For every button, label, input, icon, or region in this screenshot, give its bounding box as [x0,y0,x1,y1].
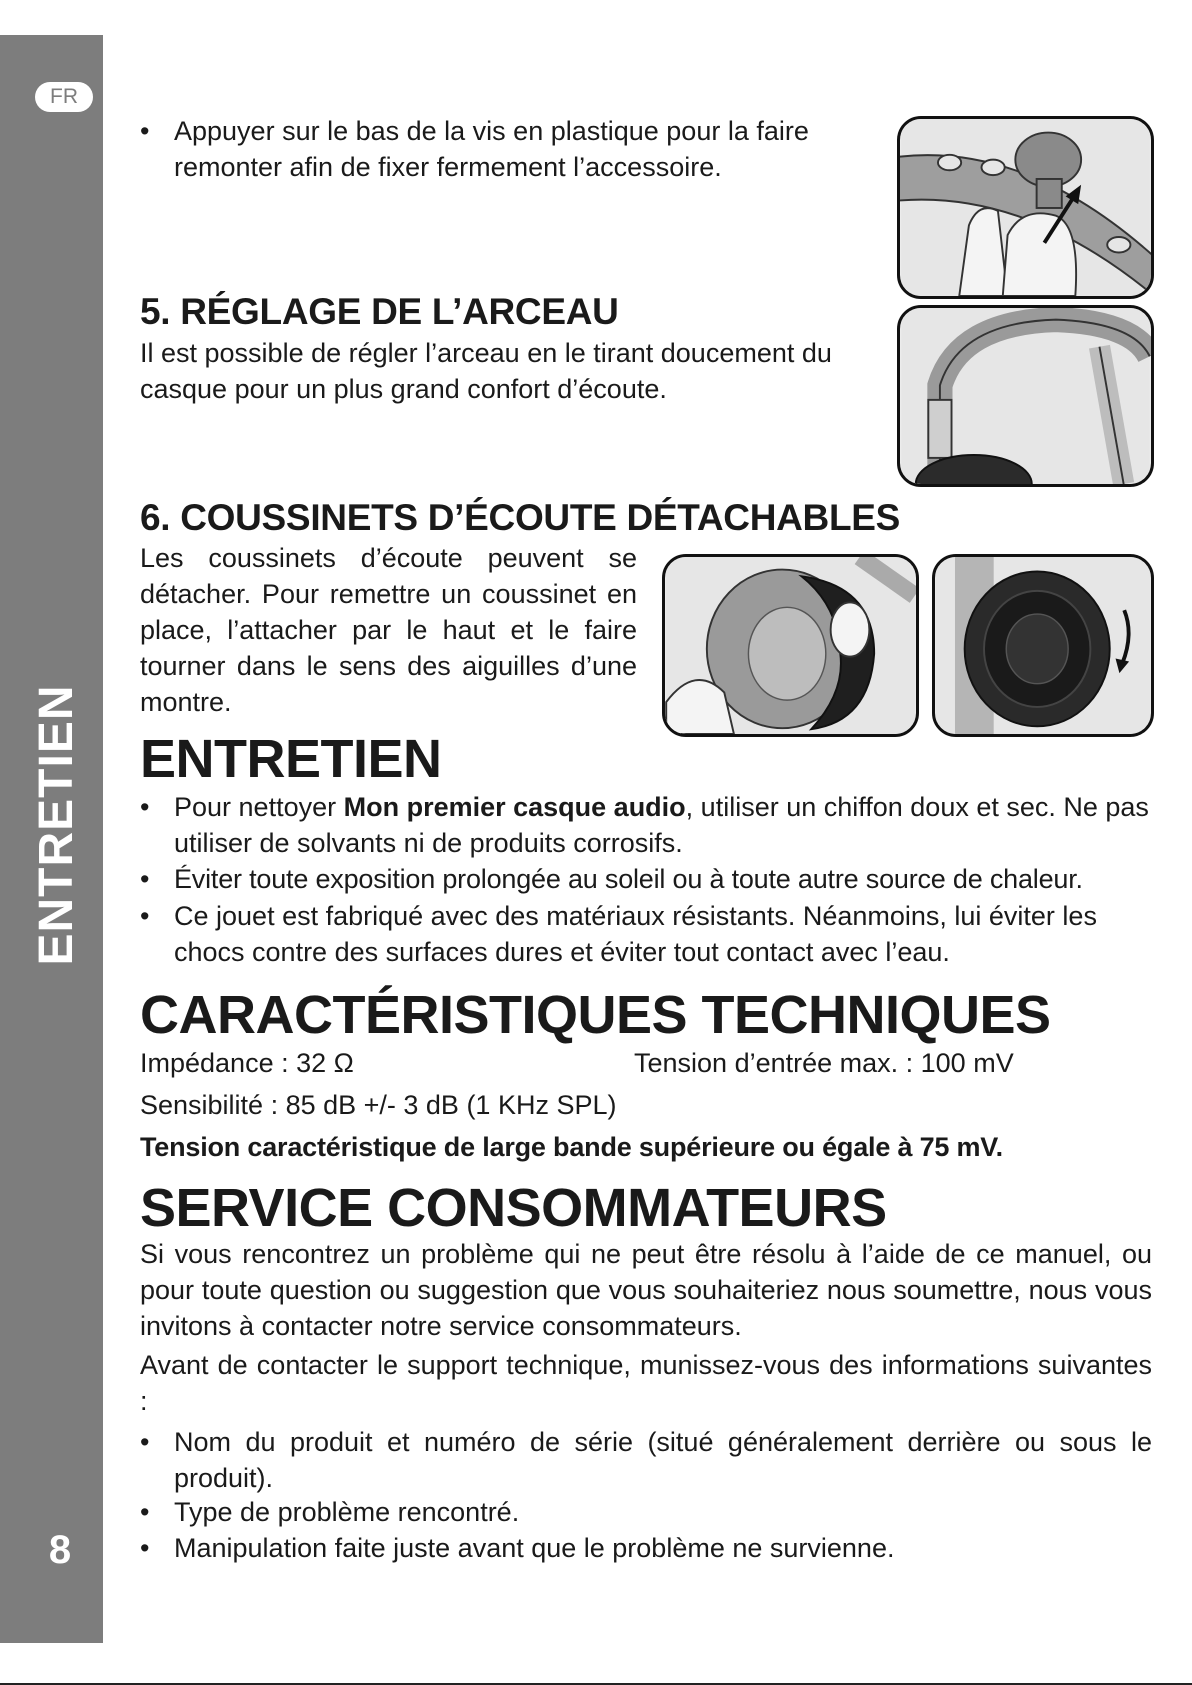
service-bullet-1-text: Nom du produit et numéro de série (situé généralement derrière ou sous le produit). [174,1427,1152,1493]
entretien-bullet-2 [140,861,1152,897]
bullet-dot: • [140,901,150,931]
section6-title: 6. COUSSINETS D’ÉCOUTE DÉTACHABLES [140,497,901,538]
bullet-dot: • [140,864,150,894]
side-tab-title: ENTRETIEN [30,684,83,966]
service-bullet-2 [140,1494,1152,1530]
page-number: 8 [48,1528,72,1572]
spec-broadband: Tension caractéristique de large bande supérieure ou égale à 75 mV. [140,1132,1003,1162]
ear-cushion-rotate-illustration [932,554,1154,737]
service-bullet-3-text: Manipulation faite juste avant que le problème ne survienne. [174,1533,895,1563]
screw-tightening-illustration [897,116,1154,299]
section5-title: 5. RÉGLAGE DE L’ARCEAU [140,291,619,332]
specs-title: CARACTÉRISTIQUES TECHNIQUES [140,985,1051,1045]
spec-sensitivity: Sensibilité : 85 dB +/- 3 dB (1 KHz SPL) [140,1090,617,1120]
service-bullet-3 [140,1530,1152,1566]
bullet-dot: • [140,1533,150,1563]
headband-adjustment-illustration [897,305,1154,487]
headband-illustration-drawing [900,308,1151,484]
entretien-bullet-2-text: Éviter toute exposition prolongée au soleil ou à toute autre source de chaleur. [174,864,1083,894]
bullet-dot: • [140,116,150,146]
entretien-bullet-1 [140,789,1152,861]
entretien-bullet-1-pre: Pour nettoyer [174,792,344,822]
spec-max-voltage: Tension d’entrée max. : 100 mV [634,1048,1014,1078]
service-bullet-1 [140,1424,1152,1496]
entretien-bullet-1-text [174,789,1154,861]
language-badge: FR [35,82,93,112]
screw-illustration-drawing [900,119,1151,296]
service-title: SERVICE CONSOMMATEURS [140,1178,887,1238]
entretien-bullet-1-post: , utiliser un chiffon doux et sec. Ne pas utiliser de solvants ni de produits corrosifs. [174,792,1149,858]
service-bullet-2-text: Type de problème rencontré. [174,1497,520,1527]
service-para-1: Si vous rencontrez un problème qui ne peut être résolu à l’aide de ce manuel, ou pour toute question ou suggestion que vous souhaiteriez nous soumettre, nous vous invitons à contacter notre service consommateurs. [140,1239,1152,1341]
bullet-dot: • [140,1497,150,1527]
entretien-title: ENTRETIEN [140,729,442,789]
cushion-attach-drawing [665,557,916,734]
service-para-2: Avant de contacter le support technique, munissez-vous des informations suivantes : [140,1350,1152,1416]
accessory-bullet-text: Appuyer sur le bas de la vis en plastique pour la faire remonter afin de fixer fermement l’accessoire. [174,116,809,182]
bullet-dot: • [140,792,150,822]
section5-body: Il est possible de régler l’arceau en le tirant doucement du casque pour un plus grand confort d’écoute. [140,338,832,404]
spec-impedance: Impédance : 32 Ω [140,1048,354,1078]
accessory-bullet [140,113,870,193]
cushion-rotate-drawing [935,557,1151,734]
ear-cushion-attach-illustration [662,554,919,737]
entretien-bullet-3 [140,898,1152,970]
bullet-dot: • [140,1427,150,1457]
product-name: Mon premier casque audio [343,792,686,822]
section6-body: Les coussinets d’écoute peuvent se détacher. Pour remettre un coussinet en place, l’attacher par le haut et le faire tourner dans le sens des aiguilles d’une montre. [140,543,637,717]
entretien-bullet-3-text: Ce jouet est fabriqué avec des matériaux résistants. Néanmoins, lui éviter les chocs contre des surfaces dures et éviter tout contact avec l’eau. [174,901,1097,967]
